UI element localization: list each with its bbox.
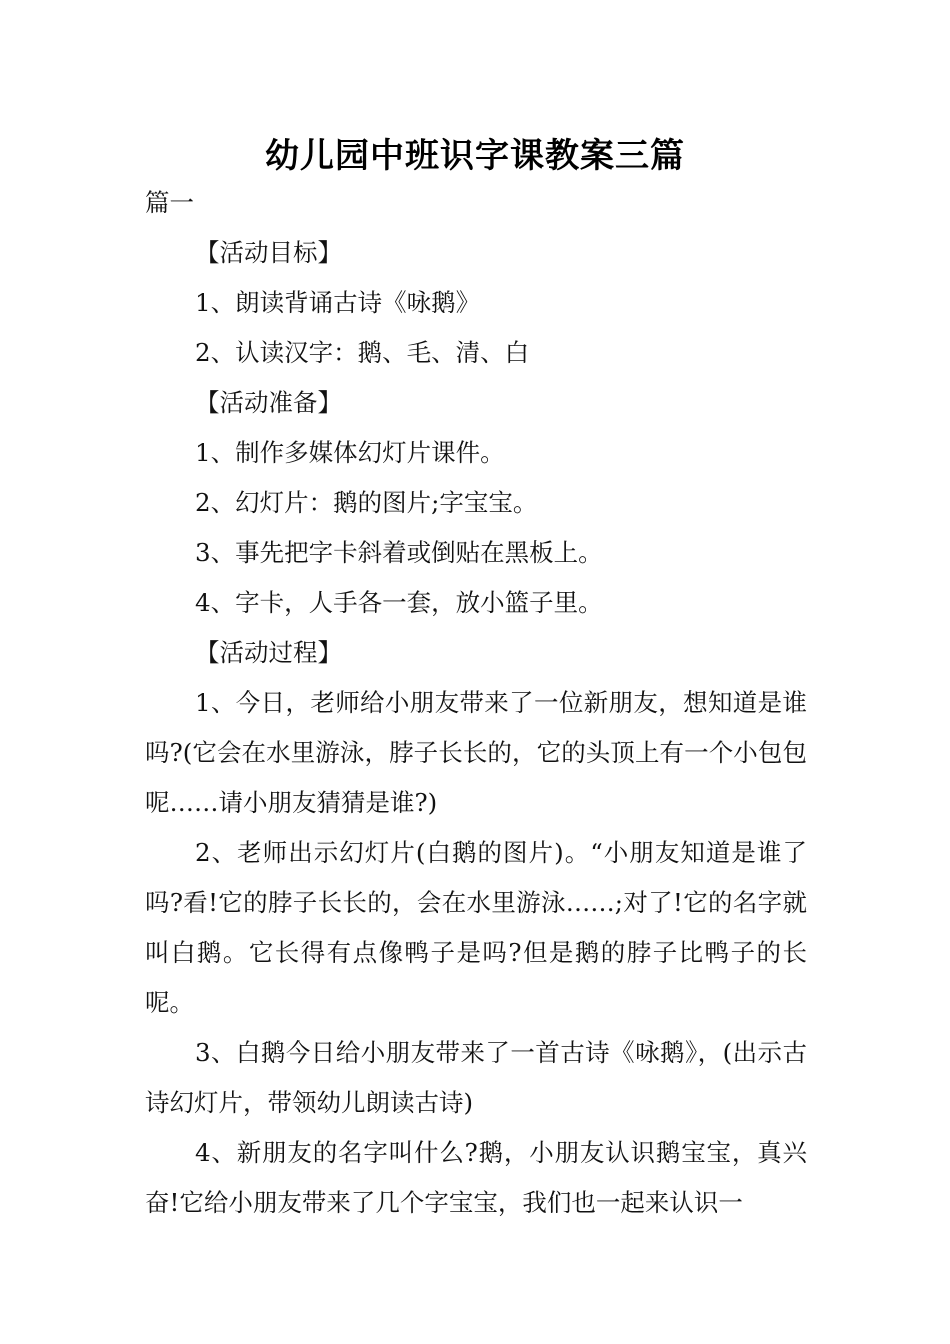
document-body bbox=[145, 178, 807, 1228]
goal-item: 1、朗读背诵古诗《咏鹅》 bbox=[195, 288, 481, 317]
prep-item: 1、制作多媒体幻灯片课件。 bbox=[195, 438, 505, 467]
process-paragraph: 1、今日，老师给小朋友带来了一位新朋友，想知道是谁吗?(它会在水里游泳，脖子长长的，它的头顶上有一个小包包呢……请小朋友猜猜是谁?) bbox=[145, 688, 807, 817]
goals-heading: 【活动目标】 bbox=[195, 238, 342, 267]
process-heading: 【活动过程】 bbox=[195, 638, 342, 667]
prep-item: 3、事先把字卡斜着或倒贴在黑板上。 bbox=[195, 538, 603, 567]
process-paragraph: 3、白鹅今日给小朋友带来了一首古诗《咏鹅》，(出示古诗幻灯片，带领幼儿朗读古诗) bbox=[145, 1038, 807, 1117]
goal-item: 2、认读汉字：鹅、毛、清、白 bbox=[195, 338, 530, 367]
prep-item: 2、幻灯片：鹅的图片;字宝宝。 bbox=[195, 488, 538, 517]
process-paragraph: 4、新朋友的名字叫什么?鹅，小朋友认识鹅宝宝，真兴奋!它给小朋友带来了几个字宝宝，我们也一起来认识一 bbox=[145, 1138, 807, 1217]
prep-item: 4、字卡，人手各一套，放小篮子里。 bbox=[195, 588, 603, 617]
prep-heading: 【活动准备】 bbox=[195, 388, 342, 417]
document-title: 幼儿园中班识字课教案三篇 bbox=[265, 136, 685, 176]
process-paragraph: 2、老师出示幻灯片(白鹅的图片)。“小朋友知道是谁了吗?看!它的脖子长长的，会在水里游泳……;对了!它的名字就叫白鹅。它长得有点像鸭子是吗?但是鹅的脖子比鸭子的长呢。 bbox=[145, 838, 807, 1017]
section-label: 篇一 bbox=[145, 188, 194, 217]
